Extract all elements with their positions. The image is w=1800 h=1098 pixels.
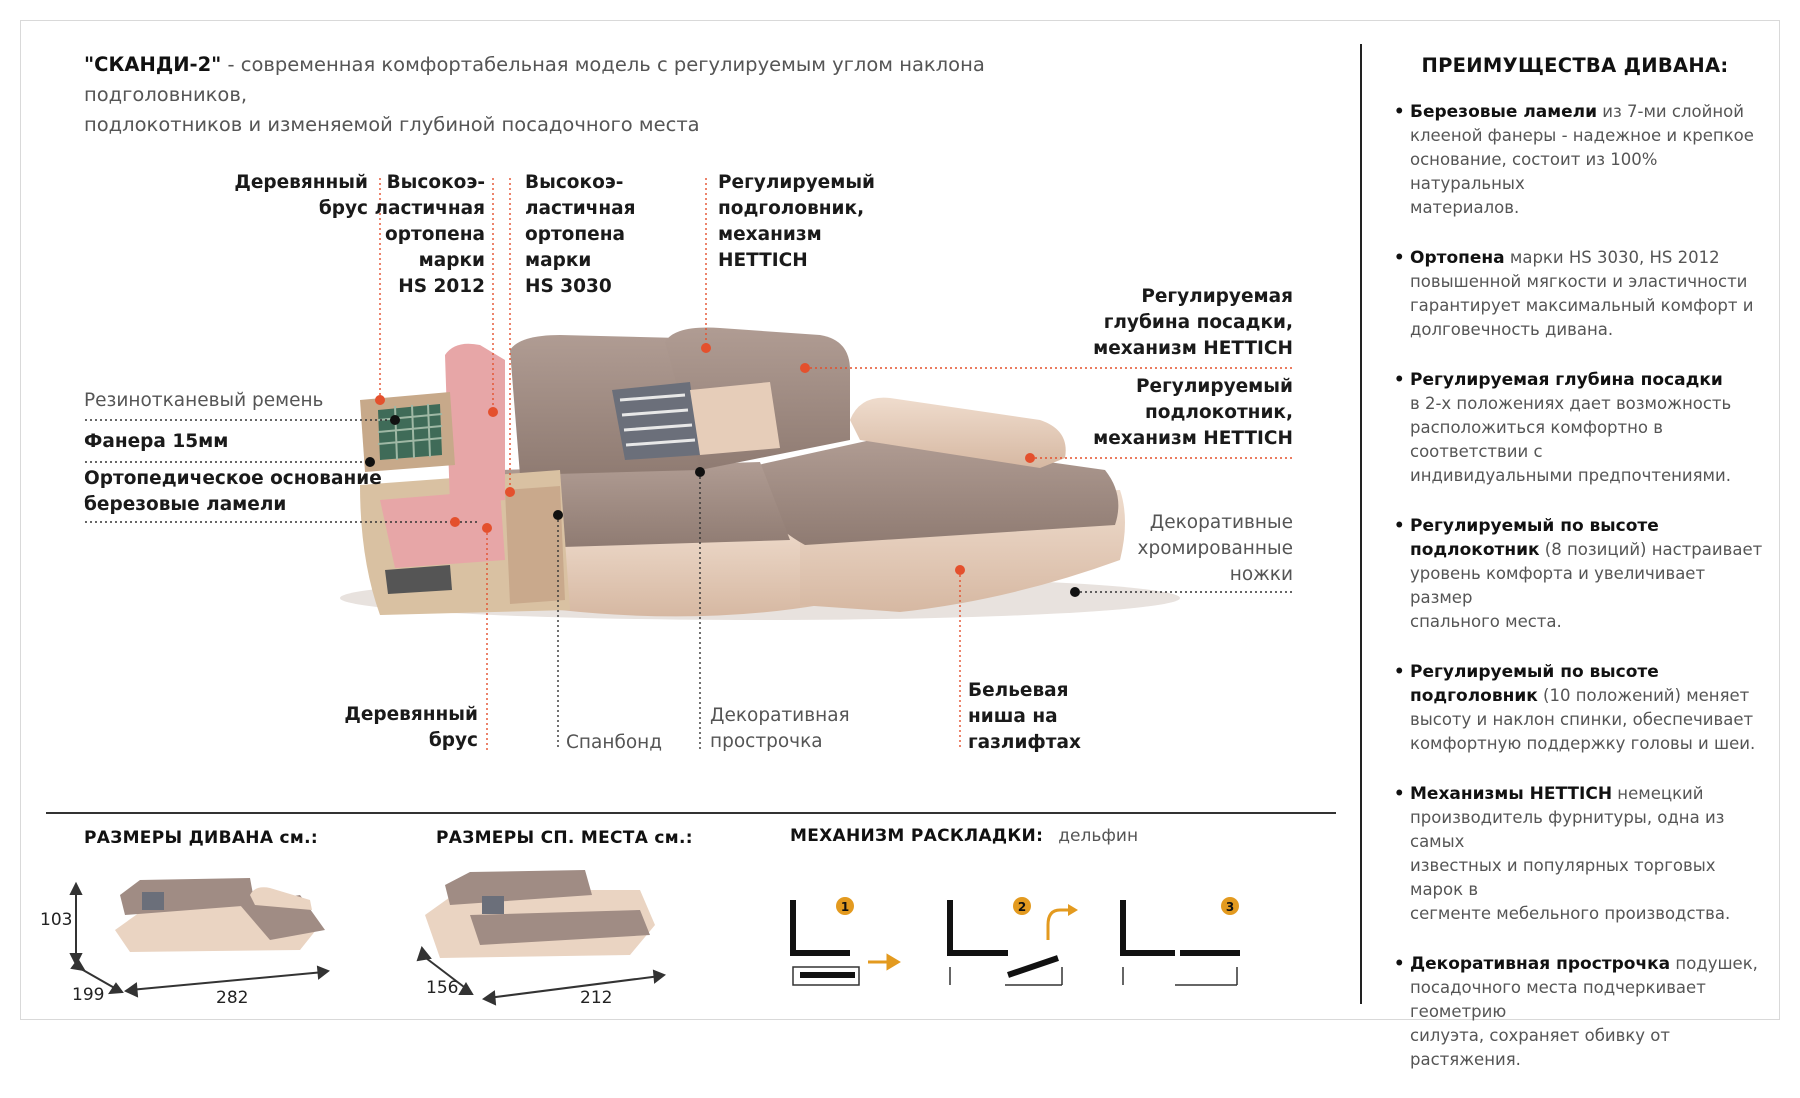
callout-ortho-base: Ортопедическое основание березовые ламели <box>84 468 382 515</box>
mechanism-step-2 <box>950 897 1078 985</box>
mechanism-title: МЕХАНИЗМ РАСКЛАДКИ: <box>790 826 1044 846</box>
advantages-title: ПРЕИМУЩЕСТВА ДИВАНА: <box>1421 54 1729 77</box>
sofa-depth-value: 199 <box>72 985 105 1005</box>
step-badge-3: 3 <box>1225 900 1235 914</box>
callout-chrome-legs: Декоративные хромированные ножки <box>1137 512 1293 585</box>
advantage-item: • Механизмы HETTICH немецкий производитель фурнитуры, одна из самых известных и популярных торговых марок в сегменте мебельного производства. <box>1392 782 1772 926</box>
callout-wood-beam-top: Деревянный брус <box>234 172 368 219</box>
advantage-item: • Березовые ламели из 7-ми слойной клееной фанеры - надежное и крепкое основание, состоит из 100% натуральных материалов. <box>1392 100 1772 220</box>
callout-foam-hs2012: Высокоэ- ластичная ортопена марки HS 2012 <box>374 172 485 297</box>
callout-linen-box: Бельевая ниша на газлифтах <box>968 680 1081 753</box>
model-name: "СКАНДИ-2" <box>84 53 222 76</box>
advantage-item: • Регулируемый по высоте подголовник (10 положений) меняет высоту и наклон спинки, обеспечивает комфортную поддержку головы и шеи. <box>1392 660 1772 756</box>
advantage-item: • Регулируемый по высоте подлокотник (8 позиций) настраивает уровень комфорта и увеличивает размер спального места. <box>1392 514 1772 634</box>
mechanism-step-1 <box>793 897 898 985</box>
advantage-item: • Декоративная прострочка подушек, посадочного места подчеркивает геометрию силуэта, сохраняет обивку от растяжения. <box>1392 952 1772 1072</box>
sofa-width-value: 282 <box>216 988 249 1008</box>
bed-dimensions-title: РАЗМЕРЫ СП. МЕСТА см.: <box>436 828 693 848</box>
callout-spanbond: Спанбонд <box>566 732 663 753</box>
model-desc-line2: подлокотников и изменяемой глубиной посадочного места <box>84 113 700 136</box>
callout-headrest: Регулируемый подголовник, механизм HETTICH <box>718 172 876 271</box>
step-badge-1: 1 <box>840 900 850 914</box>
callout-armrest: Регулируемый подлокотник, механизм HETTICH <box>1093 376 1293 449</box>
callout-stitching: Декоративная прострочка <box>710 705 850 752</box>
mechanism-step-3 <box>1123 897 1240 985</box>
advantage-item: • Регулируемая глубина посадки в 2-х положениях дает возможность расположиться комфортно в соответствии с индивидуальными предпочтениями. <box>1392 368 1772 488</box>
model-desc-line1: - современная комфортабельная модель с регулируемым углом наклона подголовников, <box>84 53 985 106</box>
callout-wood-beam-bottom: Деревянный брус <box>344 704 478 751</box>
callout-rubber-belt: Резинотканевый ремень <box>84 390 324 411</box>
advantage-item: • Ортопена марки HS 3030, HS 2012 повышенной мягкости и эластичности гарантирует максимальный комфорт и долговечность дивана. <box>1392 246 1772 342</box>
bed-width-value: 212 <box>580 988 613 1008</box>
callout-plywood: Фанера 15мм <box>84 431 229 452</box>
bed-depth-value: 156 <box>426 978 459 998</box>
sofa-height-value: 103 <box>40 910 73 930</box>
step-badge-2: 2 <box>1017 900 1027 914</box>
sofa-dimensions-title: РАЗМЕРЫ ДИВАНА см.: <box>84 828 318 848</box>
callout-foam-hs3030: Высокоэ- ластичная ортопена марки HS 3030 <box>525 172 636 297</box>
callout-seat-depth: Регулируемая глубина посадки, механизм HETTICH <box>1093 286 1293 359</box>
mechanism-value: дельфин <box>1058 826 1139 846</box>
